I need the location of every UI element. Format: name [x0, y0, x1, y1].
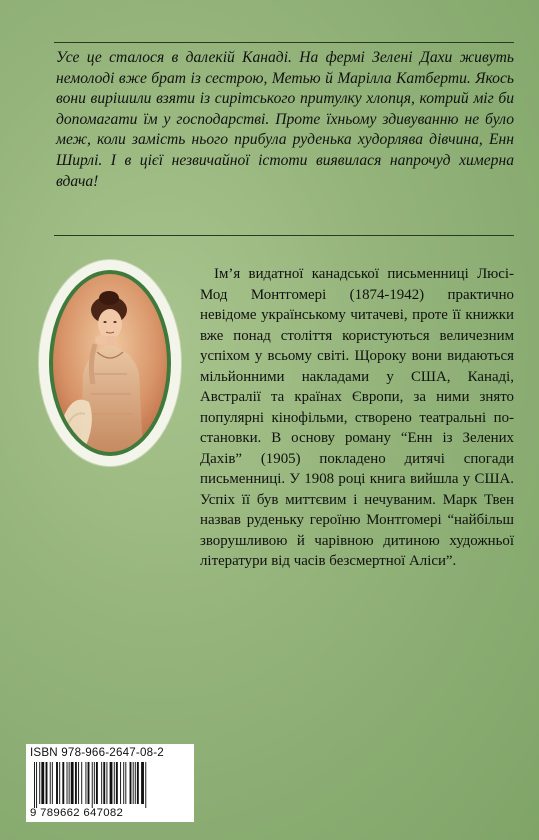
author-portrait — [53, 274, 167, 452]
top-divider — [54, 42, 514, 43]
barcode-panel — [26, 744, 194, 822]
isbn-label: ISBN 978-966-2647-08-2 — [30, 746, 164, 759]
barcode-icon — [32, 762, 188, 808]
author-portrait-image — [53, 274, 167, 452]
author-biography — [200, 264, 514, 572]
intro-annotation: Усе це сталося в далекій Канаді. На фермі Зелені Дахи живуть немолоді вже брат із сестрою, Метью й Марілла Катберти. Якось вони вирішили взяти із сирітського притулку хлопця, котрий міг би допомагати їм у господарстві. Проте їхньому здивуванню не було меж, коли замість нього прибула руденька худорлява дівчина, Енн Ширлі. І в цієї незвичайної істоти виявилася напрочуд химерна вдача! — [56, 49, 514, 190]
barcode-digits: 9 789662 647082 — [30, 807, 124, 819]
biography-paragraph: Ім’я видатної канадської письменниці Люсі-Мод Монтгомері (1874-1942) практично невідоме українському читачеві, проте її книжки вже понад століття користуються величезним успіхом у всьому світі. Щороку вони видаються мільйонними накладами у США, Канаді, Австралії та країнах Європи, за ними знято популярні кінофільми, створено театральні постановки. В основу роману “Енн із Зелених Дахів” (1905) покладено дитячі спогади письменниці. У 1908 році книга вийшла у США. Успіх її був миттєвим і нечуваним. Марк Твен назвав руденьку героїню Монтгомері “найбільш зворушливою й чарівною дитиною художньої літератури від часів безсмертної Аліси”. — [200, 266, 514, 569]
bottom-divider — [54, 235, 514, 236]
